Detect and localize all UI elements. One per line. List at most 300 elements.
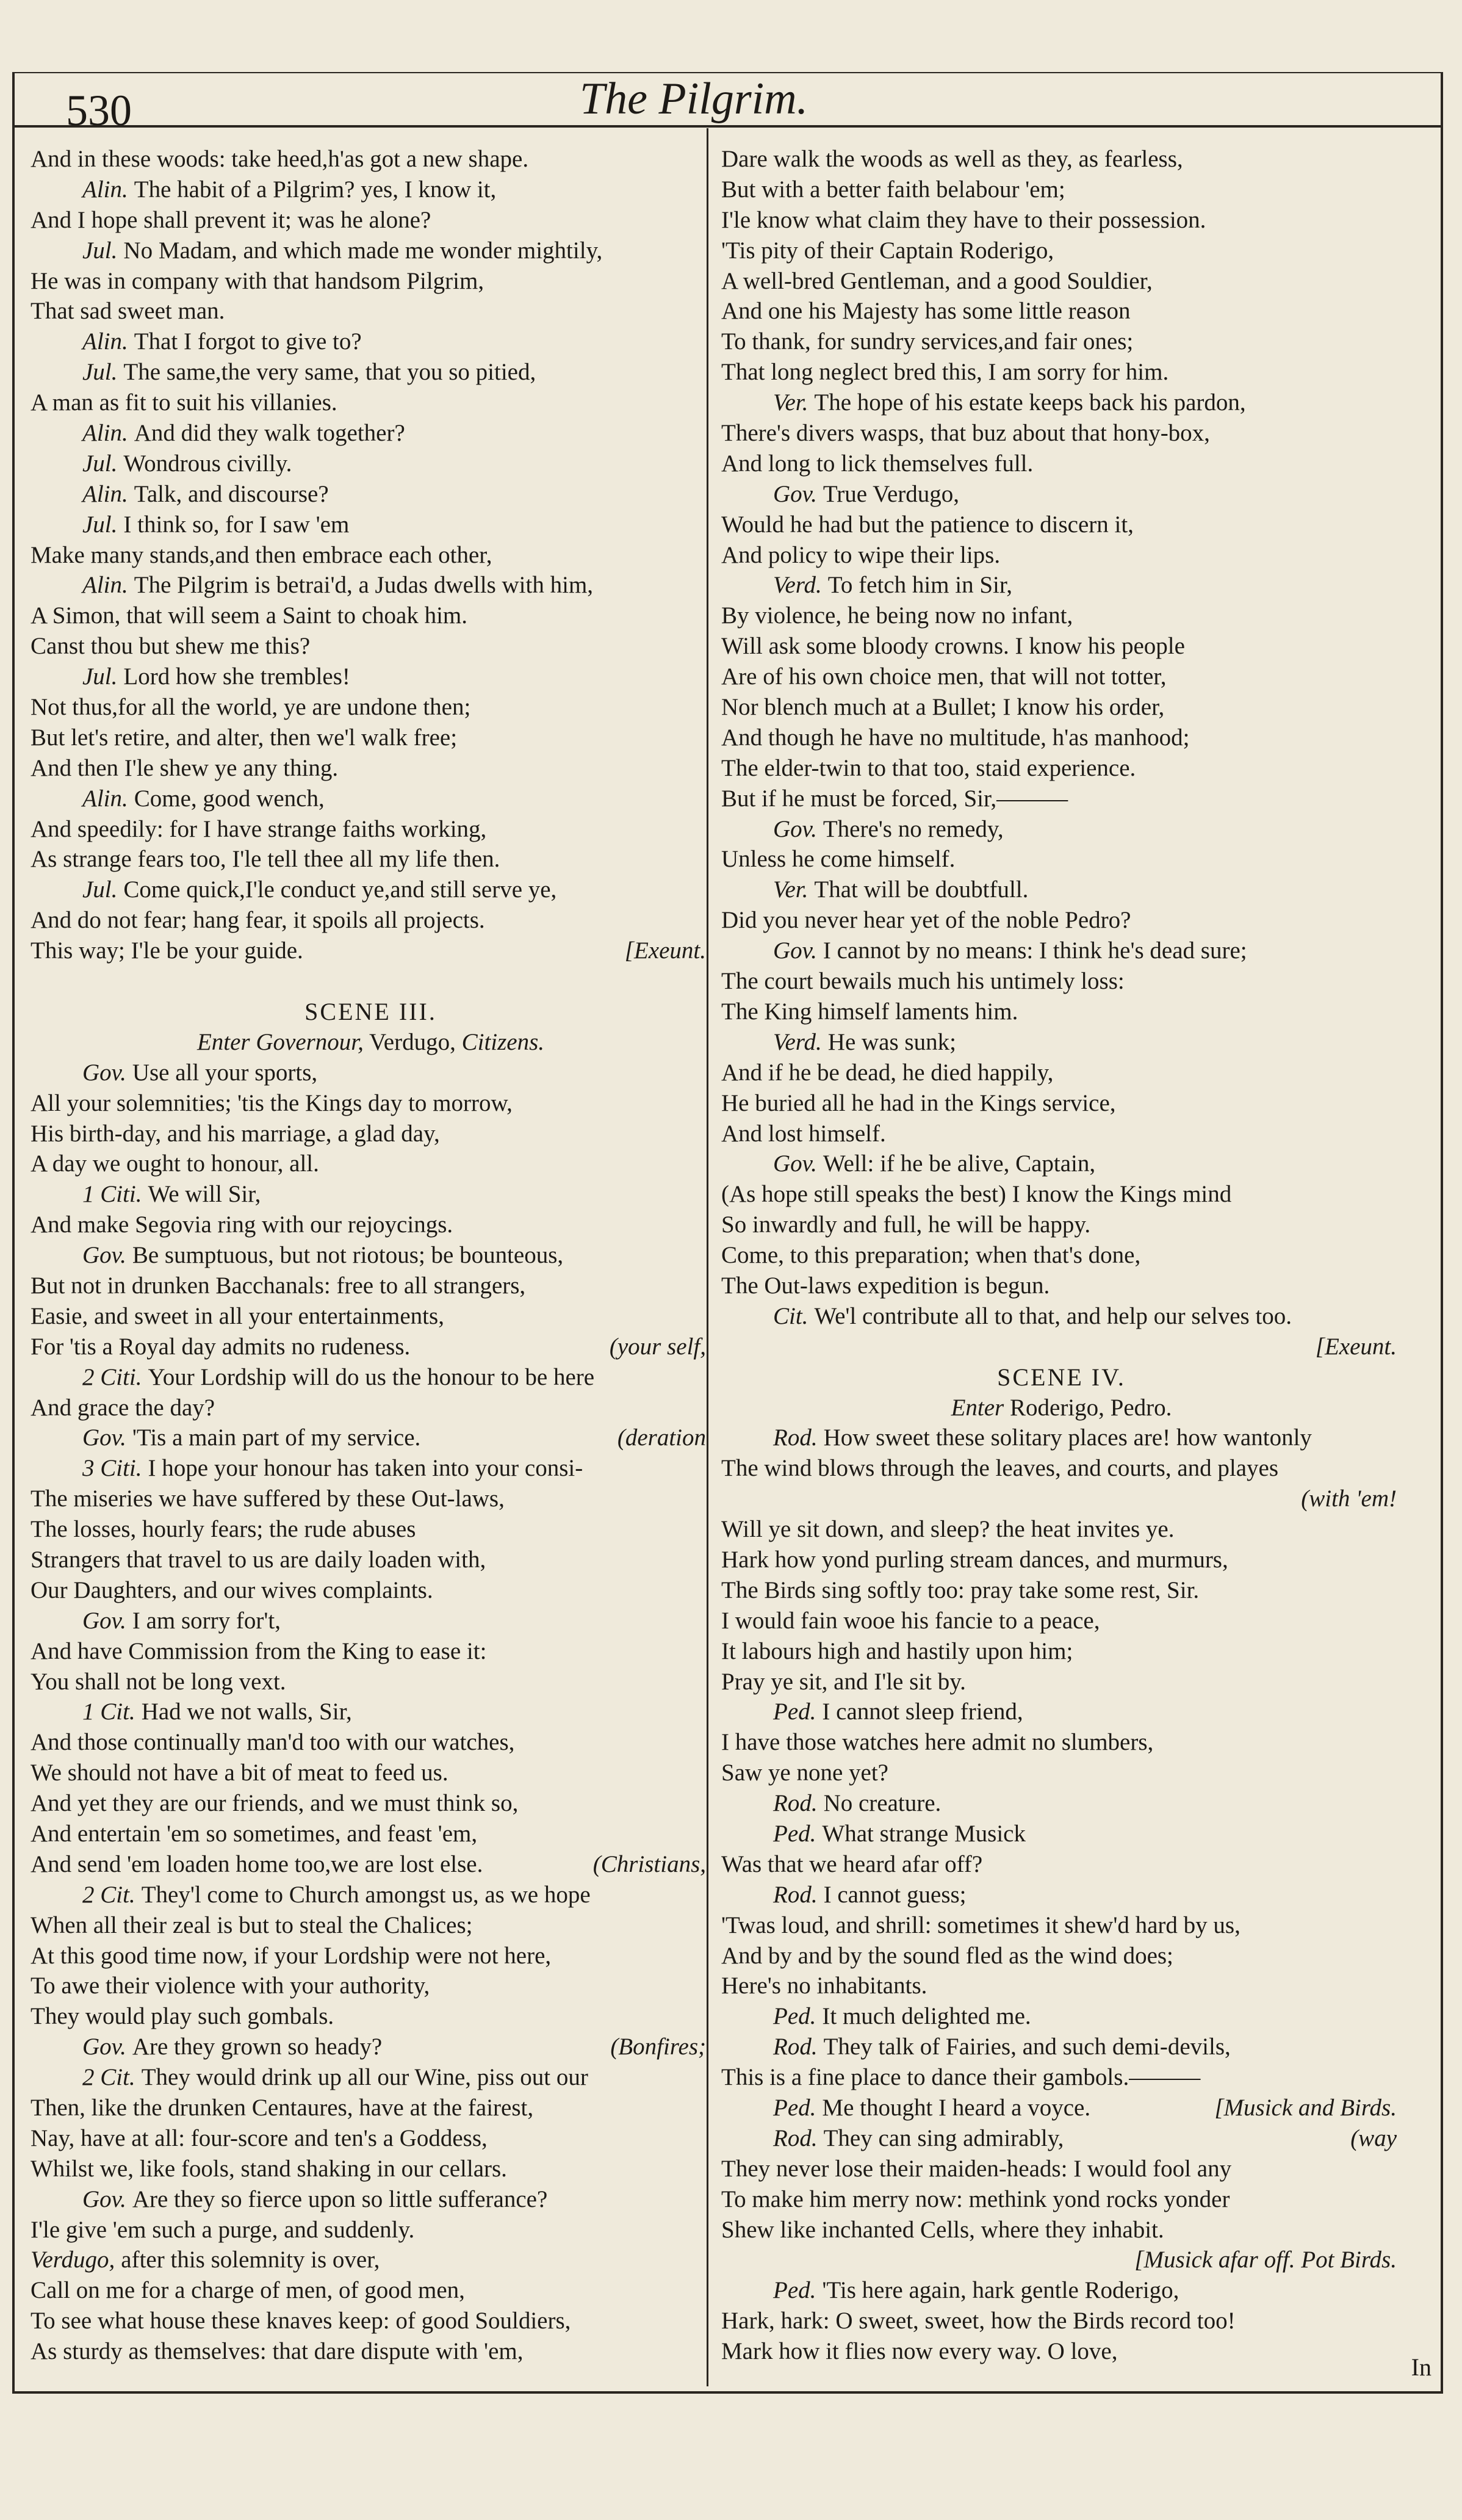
verse-line: [721, 540, 1402, 571]
verse-line: [31, 875, 711, 905]
verse-line: [721, 905, 1402, 936]
verse-text: The same,the very same, that you so pitied,: [123, 359, 536, 386]
verse-line: [31, 2123, 711, 2154]
verse-line: [31, 1849, 711, 1880]
verse-line: [721, 1453, 1402, 1484]
speaker-label: Gov.: [773, 480, 817, 507]
verse-line: [31, 1149, 711, 1179]
verse-text: As strange fears too, I'le tell thee all my life then.: [31, 846, 500, 873]
speaker-label: Alin.: [82, 572, 128, 599]
verse-text: And send 'em loaden home too,we are lost else.: [31, 1850, 483, 1877]
verse-text: That I forgot to give to?: [134, 328, 362, 355]
verse-text: But let's retire, and alter, then we'l walk free;: [31, 724, 458, 751]
verse-text: And yet they are our friends, and we must think so,: [31, 1790, 519, 1817]
verse-line: [721, 2123, 1402, 2154]
verse-line: [31, 1545, 711, 1575]
verse-text: And make Segovia ring with our rejoycings.: [31, 1211, 453, 1238]
speaker-label: Rod.: [773, 1881, 818, 1908]
verse-line: [31, 905, 711, 936]
speaker-label: Jul.: [82, 237, 118, 264]
verse-text: The elder-twin to that too, staid experience.: [721, 754, 1136, 781]
verse-line: [31, 1697, 711, 1727]
verse-text: Will ye sit down, and sleep? the heat invites ye.: [721, 1516, 1175, 1543]
verse-line: [721, 1240, 1402, 1271]
verse-text: To see what house these knaves keep: of good Souldiers,: [31, 2308, 571, 2334]
verse-text: I have those watches here admit no slumbers,: [721, 1729, 1154, 1756]
verse-line: [31, 2306, 711, 2336]
verse-text: And do not fear; hang fear, it spoils all projects.: [31, 907, 485, 934]
verse-line: [31, 510, 711, 540]
speaker-label: Jul.: [82, 663, 118, 690]
verse-line: [721, 449, 1402, 479]
verse-line: [31, 1240, 711, 1271]
verse-text: A Simon, that will seem a Saint to choak him.: [31, 602, 468, 629]
verse-text: Come, to this preparation; when that's done,: [721, 1242, 1141, 1269]
speaker-label: Ped.: [773, 2003, 816, 2030]
verse-text: The Pilgrim is betrai'd, a Judas dwells with him,: [134, 572, 594, 599]
verse-text: There's no remedy,: [823, 815, 1004, 842]
catchword: In: [1411, 2353, 1431, 2381]
verse-line: [721, 631, 1402, 662]
verse-text: And then I'le shew ye any thing.: [31, 754, 339, 781]
verse-text: That will be doubtfull.: [814, 876, 1029, 903]
verse-text: The habit of a Pilgrim? yes, I know it,: [134, 176, 497, 203]
verse-line: [721, 844, 1402, 875]
verse-text: The wind blows through the leaves, and courts, and playes: [721, 1455, 1279, 1482]
verse-text: A man as fit to suit his villanies.: [31, 389, 337, 416]
verse-line: [31, 1301, 711, 1332]
verse-text: They would drink up all our Wine, piss out our: [141, 2064, 588, 2091]
speaker-label: Jul.: [82, 359, 118, 386]
speaker-label: Rod.: [773, 1790, 818, 1817]
verse-line: [721, 1636, 1402, 1667]
verse-text: No creature.: [823, 1790, 942, 1817]
verse-text: They'l come to Church amongst us, as we hope: [141, 1881, 591, 1908]
direction-part: Verdugo,: [369, 1028, 456, 1055]
verse-text: And entertain 'em so sometimes, and feast 'em,: [31, 1820, 478, 1847]
direction-part: Citizens.: [461, 1028, 545, 1055]
verse-line: [31, 2275, 711, 2306]
verse-text: 'Tis here again, hark gentle Roderigo,: [822, 2277, 1179, 2304]
verse-text: Call on me for a charge of men, of good men,: [31, 2277, 465, 2304]
verse-text: Are they grown so heady?: [132, 2034, 383, 2060]
verse-line: [31, 266, 711, 297]
stage-direction: [31, 1027, 711, 1058]
verse-line: [721, 2215, 1402, 2245]
verse-text: (As hope still speaks the best) I know the Kings mind: [721, 1181, 1232, 1208]
verse-line: [721, 2275, 1402, 2306]
speaker-label: 3 Citi.: [82, 1455, 142, 1482]
verse-line: [721, 327, 1402, 357]
verse-line: [721, 966, 1402, 997]
verse-text: And grace the day?: [31, 1394, 215, 1421]
verse-text: And those continually man'd too with our watches,: [31, 1729, 515, 1756]
verse-line: [721, 1514, 1402, 1545]
verse-line: [31, 2215, 711, 2245]
verse-line: [31, 1606, 711, 1636]
verse-text: It much delighted me.: [822, 2003, 1031, 2030]
verse-line: [721, 1788, 1402, 1819]
verse-text: Use all your sports,: [132, 1059, 318, 1086]
verse-text: This is a fine place to dance their gambols.———: [721, 2064, 1201, 2091]
verse-line: [721, 2154, 1402, 2184]
verse-line: [31, 2001, 711, 2032]
speaker-label: Gov.: [82, 1607, 126, 1634]
verse-line: [721, 936, 1402, 966]
verse-line: [721, 692, 1402, 723]
verse-text: Easie, and sweet in all your entertainments,: [31, 1302, 444, 1329]
verse-line: [721, 236, 1402, 266]
verse-line: [31, 175, 711, 205]
verse-line: [31, 327, 711, 357]
verse-line: [721, 175, 1402, 205]
speaker-label: Alin.: [82, 480, 128, 507]
verse-text: And policy to wipe their lips.: [721, 541, 1001, 568]
verse-text: Unless he come himself.: [721, 846, 956, 873]
verse-line: [721, 1088, 1402, 1119]
margin-text: (your self,: [609, 1333, 706, 1360]
speaker-label: Gov.: [82, 2034, 126, 2060]
speaker-label: Gov.: [773, 937, 817, 964]
verse-line: [31, 1971, 711, 2001]
verse-line: [721, 1575, 1402, 1606]
verse-line: [721, 144, 1402, 175]
verse-line: [721, 266, 1402, 297]
speaker-label: Verd.: [773, 572, 822, 599]
verse-text: The Out-laws expedition is begun.: [721, 1272, 1050, 1299]
verse-line: [721, 2306, 1402, 2336]
verse-text: There's divers wasps, that buz about that hony-box,: [721, 420, 1210, 447]
verse-text: I cannot by no means: I think he's dead sure;: [823, 937, 1247, 964]
verse-line: [721, 2184, 1402, 2215]
verse-text: Would he had but the patience to discern it,: [721, 511, 1134, 538]
verse-line: [31, 1667, 711, 1697]
verse-text: This way; I'le be your guide.: [31, 937, 303, 964]
speaker-label: Gov.: [82, 1424, 126, 1451]
verse-line: [721, 753, 1402, 784]
speaker-label: Alin.: [82, 785, 128, 812]
verse-line: [721, 1941, 1402, 1971]
verse-text: Canst thou but shew me this?: [31, 633, 311, 660]
verse-line: [31, 236, 711, 266]
margin-text: (Bonfires;: [610, 2034, 706, 2060]
verse-line: [31, 1088, 711, 1119]
right-column: [721, 144, 1402, 2367]
verse-line: [721, 1058, 1402, 1088]
speaker-label: 2 Citi.: [82, 1363, 142, 1390]
verse-line: [31, 1393, 711, 1423]
verse-text: As sturdy as themselves: that dare dispute with 'em,: [31, 2338, 524, 2365]
verse-text: How sweet these solitary places are! how wantonly: [823, 1424, 1312, 1451]
verse-text: Be sumptuous, but not riotous; be bounteous,: [132, 1242, 564, 1269]
verse-line: [31, 1453, 711, 1484]
verse-text: Come quick,I'le conduct ye,and still serve ye,: [123, 876, 557, 903]
verse-text: He was in company with that handsom Pilgrim,: [31, 267, 484, 294]
verse-text: Hark how yond purling stream dances, and murmurs,: [721, 1546, 1228, 1573]
verse-text: after this solemnity is over,: [121, 2247, 380, 2273]
verse-text: To fetch him in Sir,: [827, 572, 1013, 599]
verse-text: At this good time now, if your Lordship were not here,: [31, 1942, 552, 1969]
verse-text: Whilst we, like fools, stand shaking in our cellars.: [31, 2155, 507, 2182]
verse-text: I would fain wooe his fancie to a peace,: [721, 1607, 1100, 1634]
right-border: [1441, 72, 1443, 2394]
verse-line: [721, 723, 1402, 753]
verse-text: And if he be dead, he died happily,: [721, 1059, 1054, 1086]
running-title: The Pilgrim.: [580, 74, 808, 124]
verse-line: [721, 875, 1402, 905]
verse-text: Here's no inhabitants.: [721, 1973, 927, 1999]
speaker-label: Verdugo,: [31, 2247, 115, 2273]
verse-line: [31, 1271, 711, 1301]
verse-text: Pray ye sit, and I'le sit by.: [721, 1668, 966, 1695]
exit-direction: (with 'em!: [1301, 1486, 1397, 1512]
verse-text: Make many stands,and then embrace each other,: [31, 541, 492, 568]
speaker-label: Ped.: [773, 2277, 816, 2304]
verse-line: [721, 1301, 1402, 1332]
verse-text: Our Daughters, and our wives complaints.: [31, 1576, 433, 1603]
verse-line: [721, 2062, 1402, 2093]
speaker-label: Ver.: [773, 389, 808, 416]
verse-text: But not in drunken Bacchanals: free to all strangers,: [31, 1272, 526, 1299]
blank-line: [31, 966, 711, 997]
verse-text: To awe their violence with your authority,: [31, 1973, 430, 1999]
verse-text: 'Twas loud, and shrill: sometimes it shew'd hard by us,: [721, 1912, 1241, 1938]
verse-line: [721, 1849, 1402, 1880]
speaker-label: Gov.: [82, 2186, 126, 2212]
footer-rule: [12, 2391, 1443, 2394]
speaker-label: Gov.: [82, 1059, 126, 1086]
verse-text: You shall not be long vext.: [31, 1668, 286, 1695]
verse-line: [31, 1119, 711, 1149]
verse-text: By violence, he being now no infant,: [721, 602, 1073, 629]
verse-text: True Verdugo,: [823, 480, 960, 507]
page-number: 530: [66, 86, 132, 135]
verse-text: Your Lordship will do us the honour to be here: [148, 1363, 595, 1390]
verse-line: [31, 844, 711, 875]
speaker-label: Alin.: [82, 176, 128, 203]
verse-line: [721, 205, 1402, 236]
verse-line: [31, 2032, 711, 2062]
verse-text: I cannot sleep friend,: [822, 1699, 1023, 1725]
verse-line: [721, 479, 1402, 510]
verse-line: [31, 449, 711, 479]
verse-line: [721, 418, 1402, 449]
verse-line: [31, 1484, 711, 1514]
verse-line: [31, 784, 711, 814]
verse-text: Wondrous civilly.: [123, 450, 292, 477]
verse-text: They would play such gombals.: [31, 2003, 334, 2030]
verse-text: Did you never hear yet of the noble Pedro?: [721, 907, 1131, 934]
verse-line: [721, 1545, 1402, 1575]
verse-text: I cannot guess;: [823, 1881, 967, 1908]
direction-part: Enter: [951, 1394, 1004, 1421]
verse-text: The court bewails much his untimely loss:: [721, 968, 1125, 995]
speaker-label: Ped.: [773, 1699, 816, 1725]
exit-direction: [Exeunt.: [1315, 1333, 1397, 1360]
verse-text: Nay, have at all: four-score and ten's a Goddess,: [31, 2125, 488, 2151]
verse-text: I hope your honour has taken into your consi-: [148, 1455, 583, 1482]
verse-line: [31, 418, 711, 449]
verse-text: What strange Musick: [822, 1820, 1026, 1847]
verse-line: [721, 1819, 1402, 1849]
verse-text: For 'tis a Royal day admits no rudeness.: [31, 1333, 411, 1360]
speaker-label: Gov.: [773, 815, 817, 842]
verse-line: [31, 2062, 711, 2093]
speaker-label: Jul.: [82, 450, 118, 477]
speaker-label: Cit.: [773, 1302, 808, 1329]
verse-line: [31, 144, 711, 175]
margin-text: [Exeunt.: [624, 937, 706, 964]
verse-line: [721, 784, 1402, 814]
verse-text: To make him merry now: methink yond rocks yonder: [721, 2186, 1230, 2212]
verse-line: [31, 1575, 711, 1606]
speaker-label: Alin.: [82, 328, 128, 355]
verse-line: [31, 1880, 711, 1910]
direction-part: Enter Governour,: [196, 1028, 364, 1055]
verse-text: Hark, hark: O sweet, sweet, how the Birds record too!: [721, 2308, 1236, 2334]
verse-text: Are of his own choice men, that will not totter,: [721, 663, 1167, 690]
verse-text: We'l contribute all to that, and help our selves too.: [814, 1302, 1292, 1329]
verse-line: [31, 1788, 711, 1819]
verse-line: [721, 296, 1402, 327]
verse-line: [31, 1636, 711, 1667]
verse-line: [721, 601, 1402, 631]
verse-text: Shew like inchanted Cells, where they inhabit.: [721, 2216, 1164, 2243]
verse-line: [31, 1514, 711, 1545]
verse-text: When all their zeal is but to steal the Chalices;: [31, 1912, 473, 1938]
verse-text: They talk of Fairies, and such demi-devils,: [823, 2034, 1231, 2060]
verse-line: [31, 723, 711, 753]
verse-line: [31, 936, 711, 966]
verse-line: [721, 814, 1402, 845]
verse-line: [721, 662, 1402, 692]
verse-text: Strangers that travel to us are daily loaden with,: [31, 1546, 486, 1573]
verse-line: [721, 1210, 1402, 1240]
verse-line: [31, 1332, 711, 1362]
verse-line: [31, 357, 711, 388]
verse-line: [721, 570, 1402, 601]
verse-line: [721, 357, 1402, 388]
verse-line: [31, 2154, 711, 2184]
header-rule: [12, 125, 1443, 128]
verse-line: [721, 2336, 1402, 2367]
verse-text: Come, good wench,: [134, 785, 325, 812]
verse-text: And one his Majesty has some little reason: [721, 298, 1131, 325]
verse-line: [31, 2336, 711, 2367]
verse-line: [31, 205, 711, 236]
verse-text: The hope of his estate keeps back his pardon,: [814, 389, 1246, 416]
verse-line: [721, 388, 1402, 418]
verse-text: But with a better faith belabour 'em;: [721, 176, 1065, 203]
verse-line: [721, 2093, 1402, 2123]
verse-line: [31, 296, 711, 327]
speaker-label: Gov.: [773, 1150, 817, 1177]
verse-text: The King himself laments him.: [721, 998, 1018, 1025]
direction-part: Roderigo, Pedro.: [1010, 1394, 1172, 1421]
verse-text: 'Tis pity of their Captain Roderigo,: [721, 237, 1054, 264]
verse-text: Me thought I heard a voyce.: [822, 2095, 1091, 2121]
verse-line: [721, 1027, 1402, 1058]
verse-text: And I hope shall prevent it; was he alone?: [31, 206, 431, 233]
margin-text: (Christians,: [592, 1850, 706, 1877]
verse-text: And by and by the sound fled as the wind does;: [721, 1942, 1173, 1969]
verse-text: His birth-day, and his marriage, a glad day,: [31, 1120, 440, 1147]
verse-text: We will Sir,: [148, 1181, 261, 1208]
verse-line: [721, 1727, 1402, 1758]
verse-text: To thank, for sundry services,and fair ones;: [721, 328, 1134, 355]
verse-line: [721, 2032, 1402, 2062]
verse-line: [31, 631, 711, 662]
verse-text: That sad sweet man.: [31, 298, 225, 325]
margin-text: [Musick and Birds.: [1214, 2095, 1397, 2121]
verse-line: [31, 540, 711, 571]
verse-line: [721, 1910, 1402, 1941]
verse-line: [721, 1606, 1402, 1636]
verse-text: That long neglect bred this, I am sorry for him.: [721, 359, 1169, 386]
verse-text: And long to lick themselves full.: [721, 450, 1034, 477]
verse-line: [721, 510, 1402, 540]
verse-text: The Birds sing softly too: pray take some rest, Sir.: [721, 1576, 1200, 1603]
exit-direction: [Musick afar off. Pot Birds.: [1134, 2247, 1397, 2273]
verse-line: [31, 662, 711, 692]
verse-text: Will ask some bloody crowns. I know his people: [721, 633, 1185, 660]
verse-text: Dare walk the woods as well as they, as fearless,: [721, 146, 1183, 172]
verse-text: And have Commission from the King to ease it:: [31, 1637, 487, 1664]
speaker-label: Verd.: [773, 1028, 822, 1055]
verse-line: [31, 692, 711, 723]
verse-line: [31, 601, 711, 631]
speaker-label: Rod.: [773, 2125, 818, 2151]
verse-line: [721, 1667, 1402, 1697]
verse-line: [31, 1423, 711, 1453]
speaker-label: Ped.: [773, 2095, 816, 2121]
verse-text: Was that we heard afar off?: [721, 1850, 983, 1877]
verse-text: And in these woods: take heed,h'as got a new shape.: [31, 146, 529, 172]
verse-text: All your solemnities; 'tis the Kings day to morrow,: [31, 1089, 513, 1116]
verse-text: 'Tis a main part of my service.: [132, 1424, 421, 1451]
verse-text: Well: if he be alive, Captain,: [823, 1150, 1096, 1177]
verse-text: We should not have a bit of meat to feed us.: [31, 1760, 448, 1786]
verse-text: Talk, and discourse?: [134, 480, 329, 507]
verse-text: Are they so fierce upon so little sufferance?: [132, 2186, 548, 2212]
verse-line: [31, 2093, 711, 2123]
speaker-label: Rod.: [773, 2034, 818, 2060]
verse-text: Had we not walls, Sir,: [141, 1699, 352, 1725]
verse-line: [31, 1910, 711, 1941]
verse-text: The miseries we have suffered by these Out-laws,: [31, 1486, 505, 1512]
verse-text: It labours high and hastily upon him;: [721, 1637, 1073, 1664]
verse-line: [31, 1819, 711, 1849]
verse-text: And did they walk together?: [134, 420, 405, 447]
verse-text: I'le give 'em such a purge, and suddenly.: [31, 2216, 415, 2243]
speaker-label: 1 Cit.: [82, 1699, 135, 1725]
verse-text: So inwardly and full, he will be happy.: [721, 1211, 1091, 1238]
speaker-label: 2 Cit.: [82, 2064, 135, 2091]
verse-text: And speedily: for I have strange faiths working,: [31, 815, 487, 842]
margin-text: (deration: [617, 1424, 706, 1451]
verse-line: [31, 2245, 711, 2275]
speaker-label: 1 Citi.: [82, 1181, 142, 1208]
verse-text: And though he have no multitude, h'as manhood;: [721, 724, 1190, 751]
verse-text: No Madam, and which made me wonder mightily,: [123, 237, 603, 264]
verse-line: [721, 1697, 1402, 1727]
verse-line: [721, 2001, 1402, 2032]
speaker-label: Alin.: [82, 420, 128, 447]
verse-line: [31, 1179, 711, 1210]
scene-heading: SCENE III.: [304, 997, 437, 1025]
verse-line: [31, 479, 711, 510]
verse-text: They can sing admirably,: [823, 2125, 1064, 2151]
